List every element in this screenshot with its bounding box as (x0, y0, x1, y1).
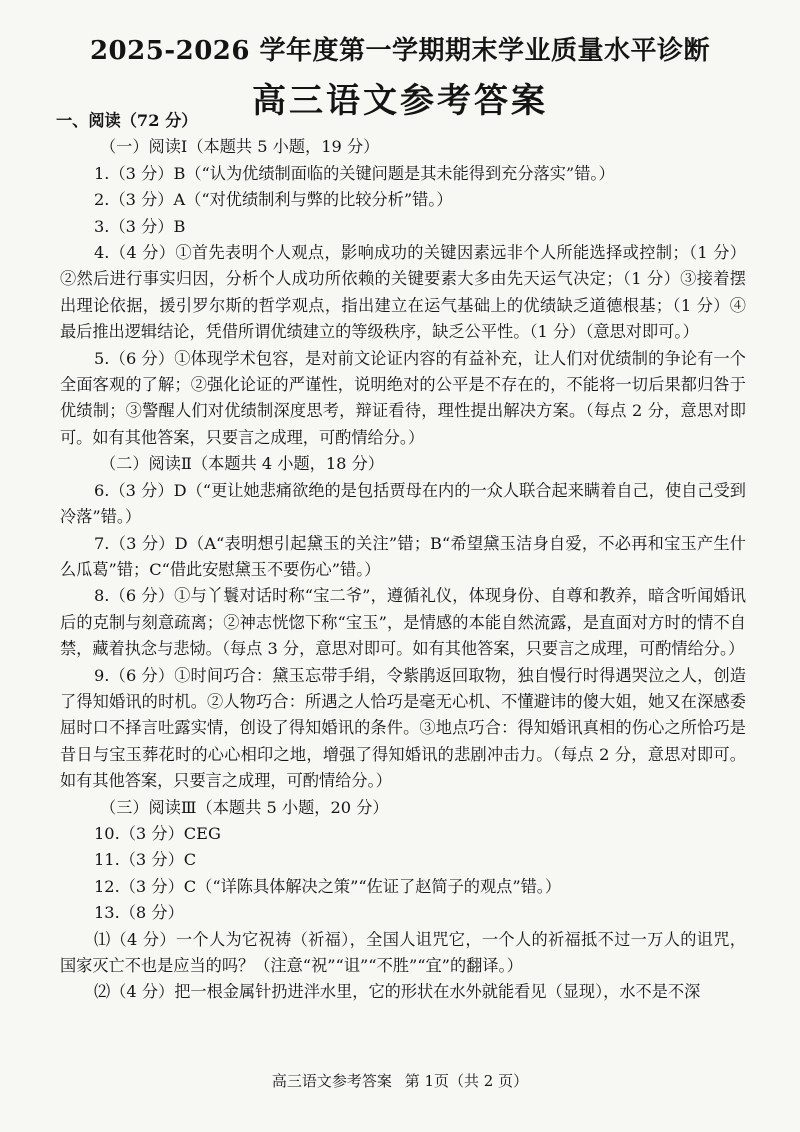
answer-5: 5.（6 分）①体现学术包容，是对前文论证内容的有益补充，让人们对优绩制的争论有一个全面客观的了解；②强化论证的严谨性，说明绝对的公平是不存在的，不能将一切后果都归咎于优绩制；③警醒人们对优绩制深度思考，辩证看待，理性提出解决方案。（每点 2 分，意思对即可。如有其他答案，只要言之成理，可酌情给分。） (60, 348, 746, 447)
document-title: 高三语文参考答案 (252, 81, 548, 121)
answer-7: 7.（3 分）D（A“表明想引起黛玉的关注”错；B“希望黛玉洁身自爱，不必再和宝玉产生什么瓜葛”错；C“借此安慰黛玉不要伤心”错。） (60, 533, 746, 579)
answer-10: 10.（3 分）CEG (94, 823, 221, 843)
answer-13: 13.（8 分） (94, 903, 184, 923)
answer-8: 8.（6 分）①与丫鬟对话时称“宝二爷”，遵循礼仪，体现身份、自尊和教养，暗含听闻婚讯后的克制与刻意疏离；②神志恍惚下称“宝玉”，是情感的本能自然流露，是直面对方时的情不自禁，藏着执念与悲恸。（每点 3 分，意思对即可。如有其他答案，只要言之成理，可酌情给分。） (60, 586, 746, 659)
subsection-heading-reading-2: （二）阅读Ⅱ（本题共 4 小题，18 分） (100, 454, 384, 474)
footer-page-info: 第 1页（共 2 页） (404, 1072, 529, 1090)
answer-1: 1.（3 分）B（“认为优绩制面临的关键问题是其未能得到充分落实”错。） (94, 163, 615, 183)
page-footer (0, 1070, 800, 1091)
subsection-heading-reading-3: （三）阅读Ⅲ（本题共 5 小题，20 分） (100, 797, 389, 817)
answer-content (56, 108, 746, 1006)
subsection-heading-reading-1: （一）阅读Ⅰ（本题共 5 小题，19 分） (100, 137, 380, 157)
answer-13-part-1: ⑴（4 分）一个人为它祝祷（祈福），全国人诅咒它，一个人的祈福抵不过一万人的诅咒，国家灭亡不也是应当的吗？（注意“祝”“诅”“不胜”“宜”的翻译。） (60, 929, 746, 975)
answer-13-part-2: ⑵（4 分）把一根金属针扔进泮水里，它的形状在水外就能看见（显现），水不是不深 (94, 982, 701, 1002)
answer-3: 3.（3 分）B (94, 216, 186, 236)
answer-4: 4.（4 分）①首先表明个人观点，影响成功的关键因素远非个人所能选择或控制；（1 分）②然后进行事实归因，分析个人成功所依赖的关键要素大多由先天运气决定；（1 分）③接着摆出理论依据，援引罗尔斯的哲学观点，指出建立在运气基础上的优绩缺乏道德根基；（1 分）④最后推出逻辑结论，凭借所谓优绩建立的等级秩序，缺乏公平性。（1 分）（意思对即可。） (60, 243, 746, 342)
answer-11: 11.（3 分）C (94, 850, 197, 870)
answer-12: 12.（3 分）C（“详陈具体解决之策”“佐证了赵简子的观点”错。） (94, 876, 562, 896)
answer-6: 6.（3 分）D（“更让她悲痛欲绝的是包括贾母在内的一众人联合起来瞒着自己，使自己受到冷落”错。） (60, 480, 746, 527)
section-heading-reading: 一、阅读（72 分） (56, 111, 198, 130)
exam-title: 2025-2026 学年度第一学期期末学业质量水平诊断 (89, 36, 711, 66)
answer-9: 9.（6 分）①时间巧合：黛玉忘带手绢，令紫鹃返回取物，独自慢行时得遇哭泣之人，创造了得知婚讯的时机。②人物巧合：所遇之人恰巧是毫无心机、不懂避讳的傻大姐，她又在深感委屈时口不择言吐露实情，创设了得知婚讯的条件。③地点巧合：得知婚讯真相的伤心之所恰巧是昔日与宝玉葬花时的心心相印之地，增强了得知婚讯的悲剧冲击力。（每点 2 分，意思对即可。如有其他答案，只要言之成理，可酌情给分。） (60, 665, 746, 791)
answer-2: 2.（3 分）A（“对优绩制利与弊的比较分析”错。） (94, 190, 453, 210)
footer-doc-name: 高三语文参考答案 (271, 1072, 392, 1090)
